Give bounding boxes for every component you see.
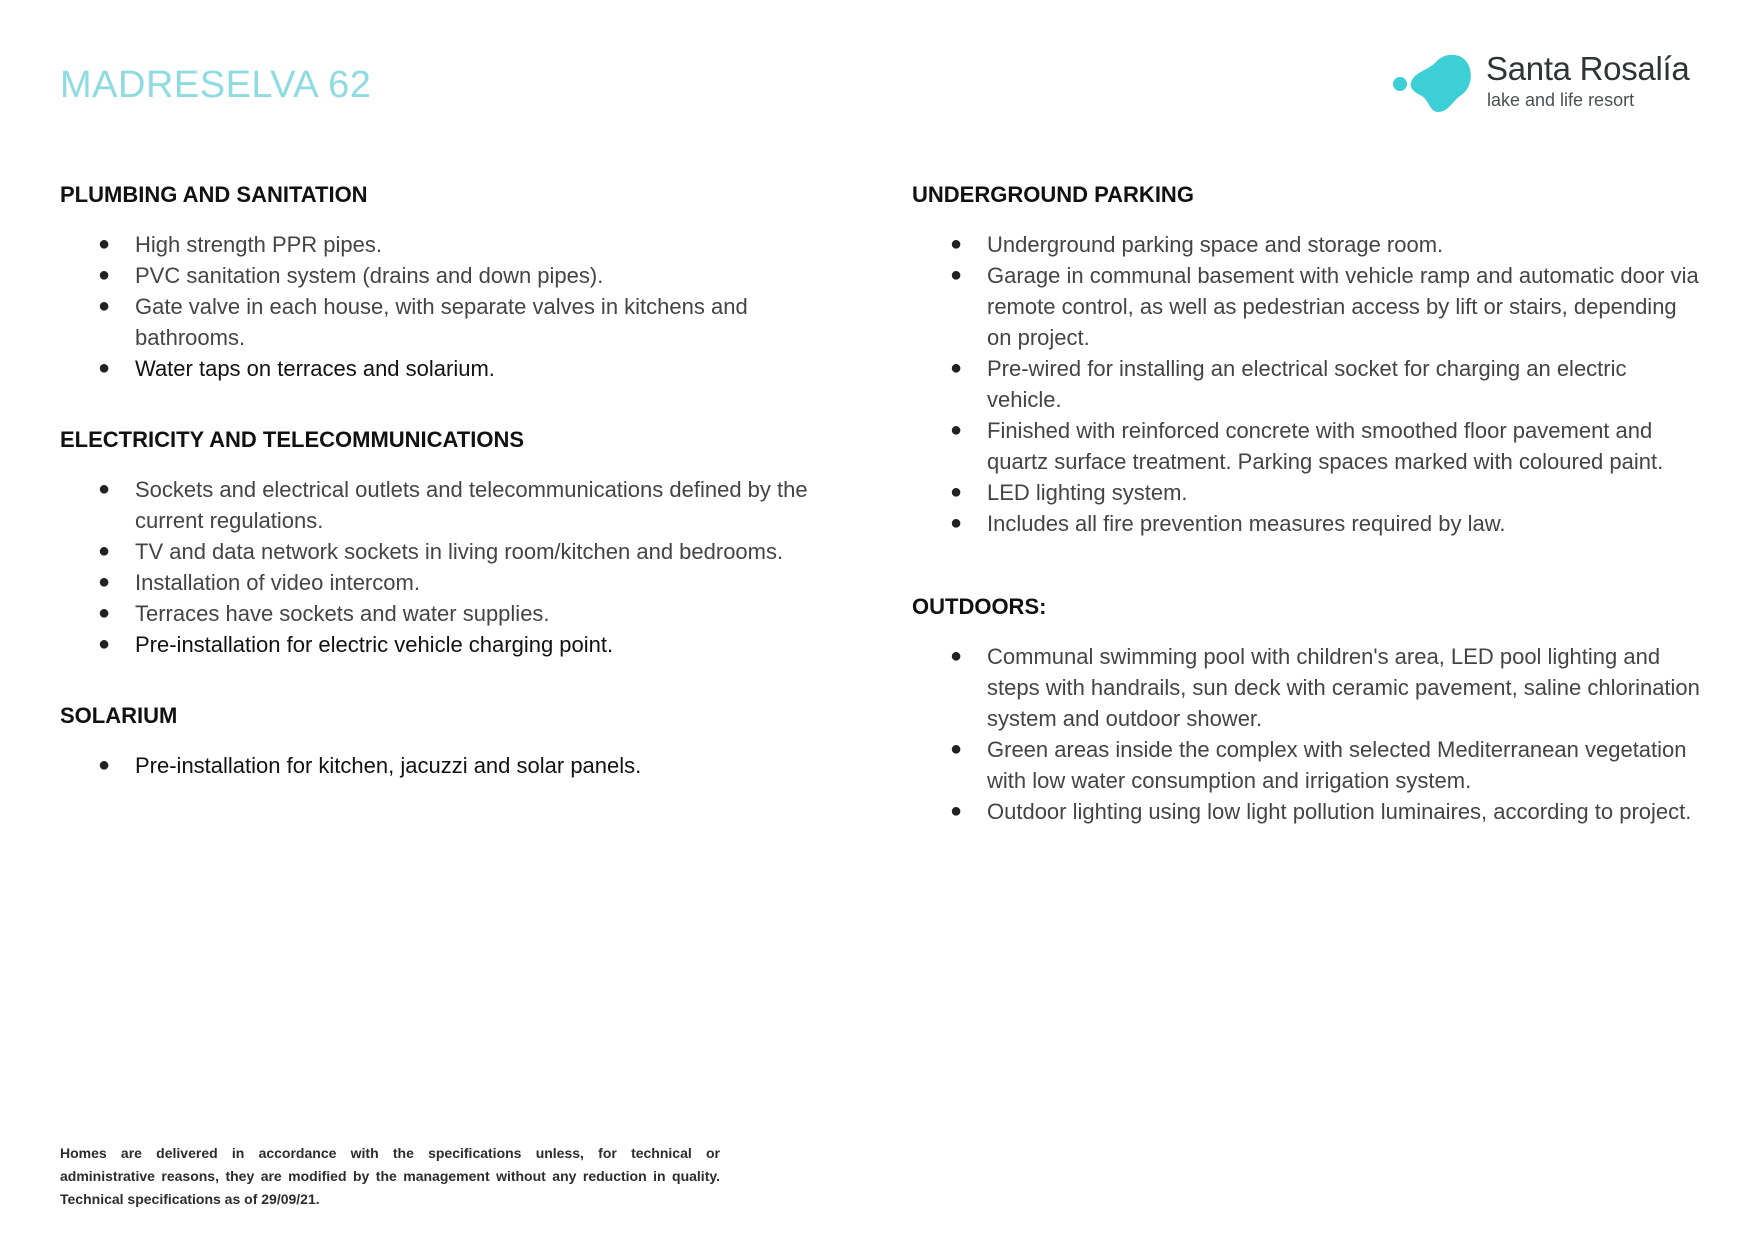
list-item: ● Gate valve in each house, with separate valves in kitchens and bathrooms. [60,291,850,353]
list-item: ● High strength PPR pipes. [60,229,850,260]
santa-rosalia-logo [1390,46,1710,124]
section-heading: SOLARIUM [60,703,178,728]
list-item: ● Pre-installation for kitchen, jacuzzi and solar panels. [60,750,850,781]
footnote-line: Technical specifications as of 29/09/21. [60,1191,320,1207]
bullet-icon: ● [98,633,111,655]
section-heading: OUTDOORS: [912,594,1047,619]
section-plumbing [60,181,850,384]
section-heading: UNDERGROUND PARKING [912,182,1194,207]
bullet-icon: ● [98,295,111,317]
list-item: ● Communal swimming pool with children's area, LED pool lighting and steps with handrails, sun deck with ceramic pavement, saline chlorination system and outdoor shower. [912,641,1702,734]
bullet-icon: ● [98,571,111,593]
bullet-icon: ● [950,357,963,379]
bullet-icon: ● [98,540,111,562]
bullet-icon: ● [950,512,963,534]
list-item: ● PVC sanitation system (drains and down pipes). [60,260,850,291]
list-item: ● Finished with reinforced concrete with smoothed floor pavement and quartz surface treatment. Parking spaces marked with coloured paint. [912,415,1702,477]
list-item: ● Sockets and electrical outlets and telecommunications defined by the current regulations. [60,474,850,536]
droplet-logo-icon [1390,50,1480,116]
list-item: ● Underground parking space and storage room. [912,229,1702,260]
footnote [60,1142,720,1211]
list-item: ● Garage in communal basement with vehicle ramp and automatic door via remote control, as well as pedestrian access by lift or stairs, depending on project. [912,260,1702,353]
page-title: MADRESELVA 62 [60,64,372,106]
list-item: ● Pre-installation for electric vehicle charging point. [60,629,850,660]
list-item: ● Water taps on terraces and solarium. [60,353,850,384]
section-underground-parking [912,181,1702,539]
logo-brand-name: Santa Rosalía [1486,50,1690,87]
list-item: ● TV and data network sockets in living room/kitchen and bedrooms. [60,536,850,567]
list-item: ● Includes all fire prevention measures required by law. [912,508,1702,539]
bullet-icon: ● [98,357,111,379]
list-item: ● Installation of video intercom. [60,567,850,598]
footnote-line: Homes are delivered in accordance with the specifications unless, for technical or [60,1145,720,1161]
bullet-icon: ● [950,645,963,667]
bullet-icon: ● [950,800,963,822]
section-solarium [60,702,850,781]
section-heading: PLUMBING AND SANITATION [60,182,368,207]
bullet-icon: ● [98,754,111,776]
footnote-line: administrative reasons, they are modified by the management without any reduction in quality. [60,1168,720,1184]
list-item: ● Pre-wired for installing an electrical socket for charging an electric vehicle. [912,353,1702,415]
right-column [912,181,1702,867]
bullet-icon: ● [950,419,963,441]
section-electricity [60,426,850,660]
list-item: ● Terraces have sockets and water supplies. [60,598,850,629]
bullet-icon: ● [950,481,963,503]
bullet-icon: ● [98,478,111,500]
list-item: ● Outdoor lighting using low light pollution luminaires, according to project. [912,796,1702,827]
list-item: ● LED lighting system. [912,477,1702,508]
bullet-icon: ● [98,233,111,255]
section-outdoors [912,593,1702,827]
logo-tagline: lake and life resort [1487,90,1635,110]
bullet-icon: ● [950,233,963,255]
left-column [60,181,850,821]
bullet-icon: ● [950,738,963,760]
bullet-icon: ● [98,602,111,624]
bullet-icon: ● [950,264,963,286]
list-item: ● Green areas inside the complex with selected Mediterranean vegetation with low water consumption and irrigation system. [912,734,1702,796]
bullet-icon: ● [98,264,111,286]
section-heading: ELECTRICITY AND TELECOMMUNICATIONS [60,427,525,452]
